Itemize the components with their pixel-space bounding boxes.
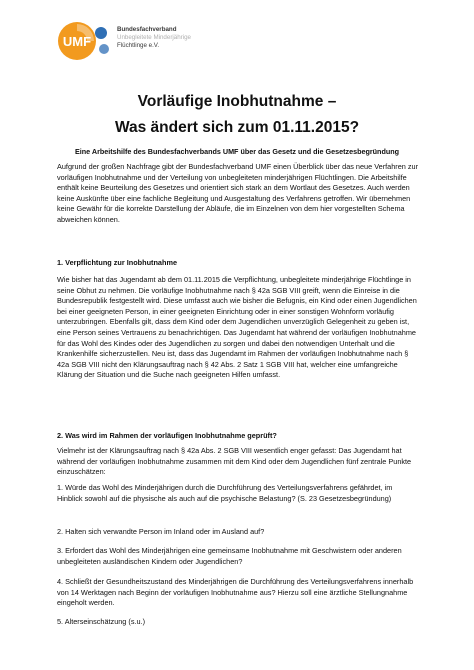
section-1-heading: 1. Verpflichtung zur Inobhutnahme (57, 258, 177, 267)
logo-badge-text: UMF (62, 34, 92, 49)
list-item: 4. Schließt der Gesundheitszustand des Minderjährigen die Durchführung des Verteilungsverfahrens innerhalb von 14 Werktagen nach Beginn der vorläufigen Inobhutnahme aus? Hierzu soll eine ärztliche Stellungnahme eingeholt werden. (57, 577, 414, 608)
umf-logo (57, 19, 227, 67)
subtitle: Eine Arbeitshilfe des Bundesfachverbands UMF über das Gesetz und die Gesetzesbegründung (74, 147, 400, 156)
section-2-heading: 2. Was wird im Rahmen der vorläufigen Inobhutnahme geprüft? (57, 431, 277, 440)
title-line-1: Vorläufige Inobhutnahme – (137, 93, 337, 110)
logo-line-3: Flüchtlinge e.V. (117, 42, 160, 49)
logo-line-1: Bundesfachverband (117, 26, 177, 33)
logo-line-2: Unbegleitete Minderjährige (117, 34, 191, 41)
list-item: 3. Erfordert das Wohl des Minderjährigen eine gemeinsame Inobhutnahme mit Geschwistern oder anderen unbegleiteten ausländischen Kindern oder Jugendlichen? (57, 546, 402, 566)
section-1-paragraph: Wie bisher hat das Jugendamt ab dem 01.11.2015 die Verpflichtung, unbegleitete minderjährige Flüchtlinge in seine Obhut zu nehmen. Die vorläufige Inobhutnahme nach § 42a SGB VIII greift, wenn die Einreise in die Bundesrepublik festgestellt wird. Diese umfasst auch wie bisher die Befugnis, ein Kind oder einen Jugendlichen bei einer geeigneten Person, in einer geeigneten Einrichtung oder in einer sonstigen Wohnform vorläufig unterzubringen. Ebenfalls gilt, dass dem Kind oder dem Jugendlichen unverzüglich Gelegenheit zu geben ist, eine Person seines Vertrauens zu benachrichtigen. Das Jugendamt hat während der vorläufigen Inobhutnahme für das Wohl des Kindes oder des Jugendlichen zu sorgen und dabei den notwendigen Unterhalt und die Krankenhilfe sicherzustellen. Neu ist, dass das Jugendamt im Rahmen der vorläufigen Inobhutnahme nach § 42a SGB VIII nicht den Klärungsauftrag nach § 42 Abs. 2 Satz 1 SGB VIII hat, welcher eine umfangreiche Klärung der Situation und die Suche nach geeigneten Hilfen umfasst. (57, 275, 417, 380)
intro-paragraph: Aufgrund der großen Nachfrage gibt der Bundesfachverband UMF einen Überblick über das neue Verfahren zur vorläufigen Inobhutnahme und der Verteilung von unbegleiteten minderjährigen Flüchtlingen. Die Arbeitshilfe enthält keine Beurteilung des Gesetzes und orientiert sich stark an dem Wortlaut des Gesetzes. Auch werden keine Auskünfte über eine fachliche Begleitung und Ausgestaltung des Verfahrens getroffen. Wir übernehmen keine Gewähr für die korrekte Darstellung der Abläufe, die im Einzelnen von dem hier vorgestellten Schema abweichen können. (57, 162, 419, 224)
list-item: 1. Würde das Wohl des Minderjährigen durch die Durchführung des Verteilungsverfahrens gefährdet, im Hinblick sowohl auf die physische als auch auf die psychische Belastung? (S. 23 Gesetzesbegründung) (57, 483, 393, 503)
list-item: 5. Alterseinschätzung (s.u.) (57, 617, 146, 626)
section-2-paragraph: Vielmehr ist der Klärungsauftrag nach § 42a Abs. 2 SGB VIII wesentlich enger gefasst: Das Jugendamt hat während der vorläufigen Inobhutnahme zusammen mit dem Kind oder dem Jugendlichen fünf zentrale Punkte einzuschätzen: (57, 446, 412, 477)
umf-logo-badge (57, 21, 113, 61)
title-line-2: Was ändert sich zum 01.11.2015? (114, 119, 360, 136)
logo-text (117, 26, 191, 50)
list-item: 2. Halten sich verwandte Person im Inland oder im Ausland auf? (57, 527, 265, 536)
